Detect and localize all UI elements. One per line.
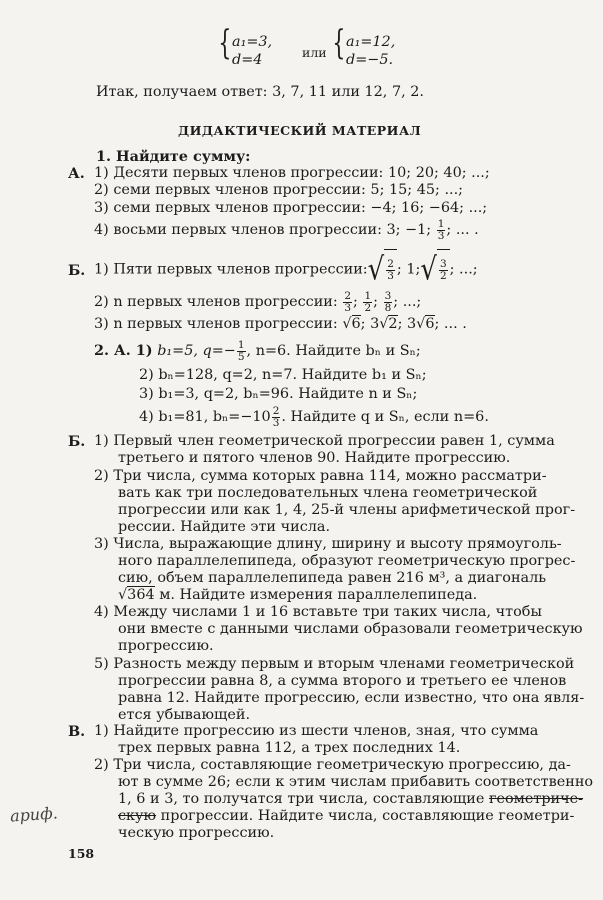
- p2B-t4-2: прогрессию.: [118, 638, 214, 654]
- problem1-A-item2: 2) семи первых членов прогрессии: 5; 15; 45; ...;: [94, 182, 464, 198]
- p2V-t1-1: трех первых равна 112, а трех последних 14.: [118, 740, 461, 756]
- system-left-line2: d=4: [232, 52, 263, 68]
- system-right-line2: d=−5.: [346, 52, 394, 68]
- problem1-B-item1: 1) Пяти первых членов прогрессии:√ $\frac{2}{3}$ ; 1;√ $\frac{3}{2}$ ; ...;: [94, 249, 478, 290]
- p2B-t3-2: сию, объем параллелепипеда равен 216 м³, а диагональ: [118, 570, 547, 586]
- item4-tail: ; ... .: [446, 222, 479, 238]
- sqrt-symbol: √ $\frac{3}{2}$: [420, 249, 449, 290]
- p2B-t1-1: третьего и пятого членов 90. Найдите прогрессию.: [118, 450, 511, 466]
- problem1-A-item1: 1) Десяти первых членов прогрессии: 10; 20; 40; ...;: [94, 165, 490, 181]
- p2B-t5-0: 5) Разность между первым и вторым членами геометрической: [94, 656, 575, 672]
- p2B-t5-1: прогрессии равна 8, а сумма второго и третьего ее членов: [118, 673, 567, 689]
- problem1-B-item2: 2) n первых членов прогрессии: $\frac{2}{3}$ ; $\frac{1}{2}$ ; $\frac{3}{8}$ ; ...;: [94, 289, 422, 314]
- problem1-A-item3: 3) семи первых членов прогрессии: −4; 16; −64; ...;: [94, 200, 488, 216]
- p2B-t3-1: ного параллелепипеда, образуют геометрическую прогрес-: [118, 553, 576, 569]
- p2B-t2-0: 2) Три числа, сумма которых равна 114, можно рассматри-: [94, 468, 547, 484]
- p2V-t1-0: 1) Найдите прогрессию из шести членов, зная, что сумма: [94, 723, 539, 739]
- fraction: $\frac{1}{3}$: [437, 217, 445, 242]
- problem2-A-item4: 4) b₁=81, bₙ=−10 $\frac{2}{3}$ . Найдите q и Sₙ, если n=6.: [139, 404, 489, 429]
- problem2-A-item2: 2) bₙ=128, q=2, n=7. Найдите b₁ и Sₙ;: [139, 367, 427, 383]
- item4-text: 4) восьми первых членов прогрессии: 3; −1;: [94, 222, 432, 238]
- problem2-B-marker: Б.: [68, 433, 86, 450]
- p2B-t5-2: равна 12. Найдите прогрессию, если известно, что она явля-: [118, 690, 585, 706]
- p2B-t3-0: 3) Числа, выражающие длину, ширину и высоту прямоуголь-: [94, 536, 562, 552]
- p2V-t2-2: 1, 6 и 3, то получатся три числа, составляющие геометриче-: [118, 791, 584, 807]
- p2B-t2-2: прогрессии или как 1, 4, 25-й члены арифметической прог-: [118, 502, 576, 518]
- left-brace: {: [218, 23, 232, 63]
- problem2-A-item1: 2. А. 1) b₁=5, q=− $\frac{1}{5}$ , n=6. Найдите bₙ и Sₙ;: [94, 338, 421, 363]
- p2V-t2-3: скую прогрессии. Найдите числа, составляющие геометри-: [118, 808, 575, 824]
- answer-line: Итак, получаем ответ: 3, 7, 11 или 12, 7, 2.: [96, 84, 424, 100]
- p2V-t2-0: 2) Три числа, составляющие геометрическую прогрессию, да-: [94, 757, 571, 773]
- problem1-A-marker: А.: [68, 165, 85, 182]
- p2B-t3-3: √364 м. Найдите измерения параллелепипеда.: [118, 587, 478, 603]
- p2V-t2-4: ческую прогрессию.: [118, 825, 275, 841]
- system-left-line1: a₁=3,: [232, 34, 273, 50]
- p2B-t5-3: ется убывающей.: [118, 707, 251, 723]
- p2B-t2-3: рессии. Найдите эти числа.: [118, 519, 331, 535]
- right-brace: {: [332, 23, 346, 63]
- problem1-B-item3: 3) n первых членов прогрессии: √6; 3√2; 3√6; ... .: [94, 316, 467, 332]
- problem1-A-item4: [94, 215, 479, 245]
- section-heading: ДИДАКТИЧЕСКИЙ МАТЕРИАЛ: [178, 123, 422, 138]
- p2B-t1-0: 1) Первый член геометрической прогрессии равен 1, сумма: [94, 433, 555, 449]
- sqrt-symbol: √ $\frac{2}{3}$: [368, 249, 397, 290]
- p2B-t2-1: вать как три последовательных члена геометрической: [118, 485, 538, 501]
- p2B-t4-0: 4) Между числами 1 и 16 вставьте три таких числа, чтобы: [94, 604, 542, 620]
- problem1-title: 1. Найдите сумму:: [96, 148, 251, 165]
- p2B-t4-1: они вместе с данными числами образовали геометрическую: [118, 621, 583, 637]
- problem2-A-item3: 3) b₁=3, q=2, bₙ=96. Найдите n и Sₙ;: [139, 386, 418, 402]
- p2V-t2-1: ют в сумме 26; если к этим числам прибавить соответственно: [118, 774, 594, 790]
- problem1-B-marker: Б.: [68, 262, 86, 279]
- system-right-line1: a₁=12,: [346, 34, 396, 50]
- strikethrough-word: геометриче-: [488, 791, 584, 807]
- page-number: 158: [68, 846, 95, 861]
- handwritten-note: ариф.: [9, 803, 59, 826]
- problem2-V-marker: В.: [68, 723, 86, 740]
- system-or: или: [302, 45, 327, 60]
